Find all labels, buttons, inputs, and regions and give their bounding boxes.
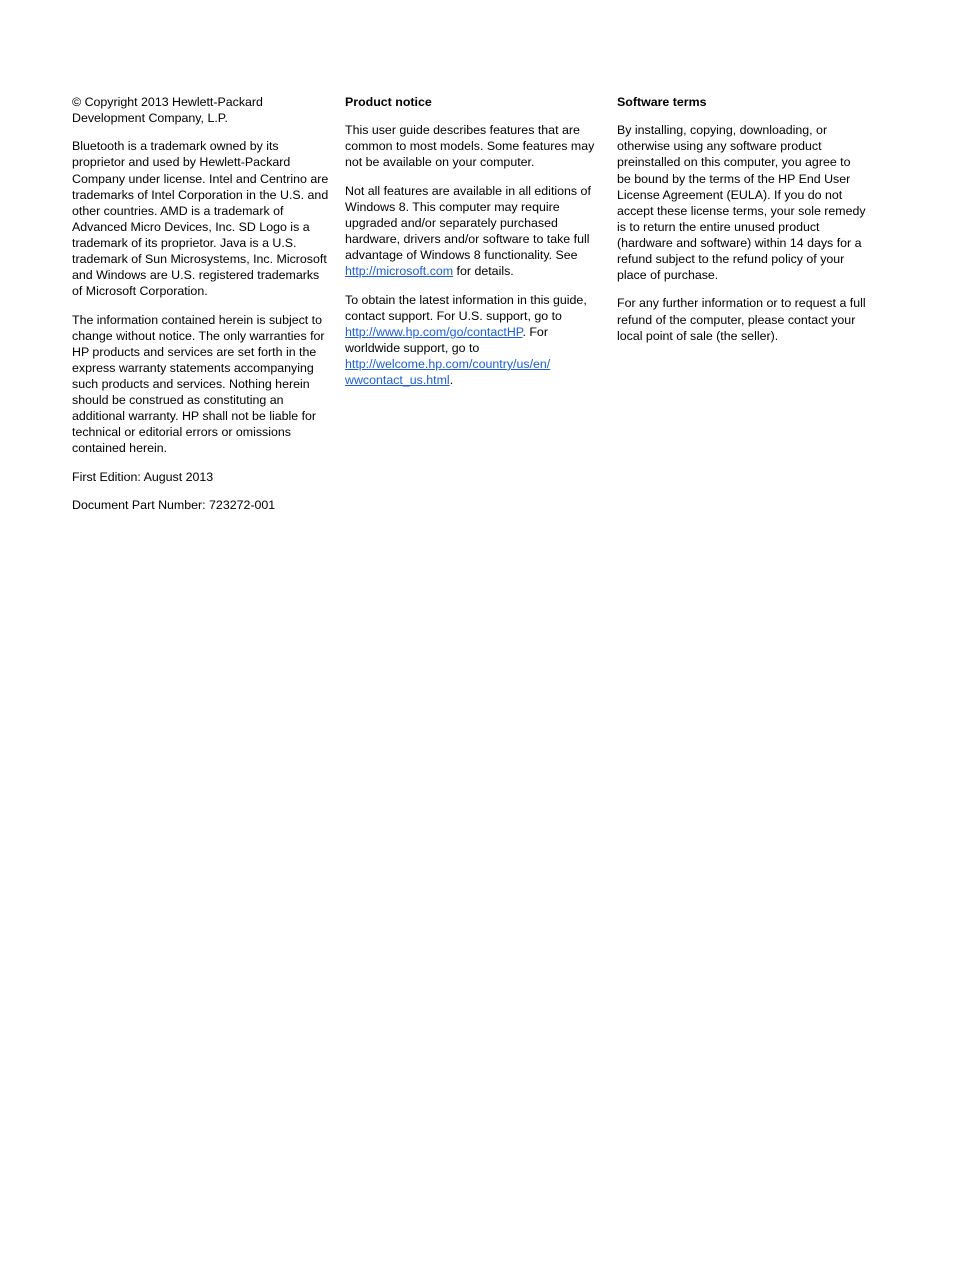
product-notice-para3 xyxy=(345,292,600,389)
worldwide-support-link[interactable] xyxy=(345,357,550,387)
software-terms-heading: Software terms xyxy=(617,95,707,109)
microsoft-link[interactable]: http://microsoft.com xyxy=(345,264,454,279)
para2-text-post: for details. xyxy=(453,264,514,279)
software-terms-para1: By installing, copying, downloading, or otherwise using any software product preinstalled on this computer, you agree to be bound by the terms of the HP End User License Agreement (EULA). If you do not accept these license terms, your sole remedy is to return the entire unused product (hardware and software) within 14 days for a refund subject to the refund policy of your place of purchase. xyxy=(617,123,866,283)
copyright-text: © Copyright 2013 Hewlett-Packard Development Company, L.P. xyxy=(72,95,263,126)
para3-text-mid: . For worldwide support, go to xyxy=(345,324,548,355)
column-software-terms xyxy=(617,94,867,356)
software-terms-para2: For any further information or to request a full refund of the computer, please contact your local point of sale (the seller). xyxy=(617,296,866,343)
product-notice-para1: This user guide describes features that are common to most models. Some features may not be available on your computer. xyxy=(345,123,595,170)
worldwide-link-line1: http://welcome.hp.com/country/us/en/ xyxy=(345,356,551,371)
para3-text-pre: To obtain the latest information in this guide, contact support. For U.S. support, go to xyxy=(345,292,587,323)
part-number-text: Document Part Number: 723272-001 xyxy=(72,497,276,512)
product-notice-heading: Product notice xyxy=(345,95,432,109)
worldwide-link-line2: wwcontact_us.html xyxy=(345,372,450,387)
product-notice-para2 xyxy=(345,183,600,280)
para2-text-pre: Not all features are available in all editions of Windows 8. This computer may require upgraded and/or separately purchased hardware, drivers and/or software to take full advantage of Windows 8 functionality. See xyxy=(345,183,591,263)
column-product-notice xyxy=(345,94,600,400)
disclaimer-text: The information contained herein is subject to change without notice. The only warranties for HP products and services are set forth in the express warranty statements accompanying such products and services. Nothing herein should be construed as constituting an additional warranty. HP shall not be liable for technical or editorial errors or omissions contained herein. xyxy=(72,312,325,456)
column-legal xyxy=(72,94,332,525)
para3-text-post: . xyxy=(449,372,454,387)
edition-text: First Edition: August 2013 xyxy=(72,469,214,484)
trademarks-text: Bluetooth is a trademark owned by its proprietor and used by Hewlett-Packard Company under license. Intel and Centrino are trademarks of Intel Corporation in the U.S. and other countries. AMD is a trademark of Advanced Micro Devices, Inc. SD Logo is a trademark of its proprietor. Java is a U.S. trademark of Sun Microsystems, Inc. Microsoft and Windows are U.S. registered trademarks of Microsoft Corporation. xyxy=(72,139,329,299)
contacthp-link[interactable]: http://www.hp.com/go/contactHP xyxy=(345,324,523,339)
